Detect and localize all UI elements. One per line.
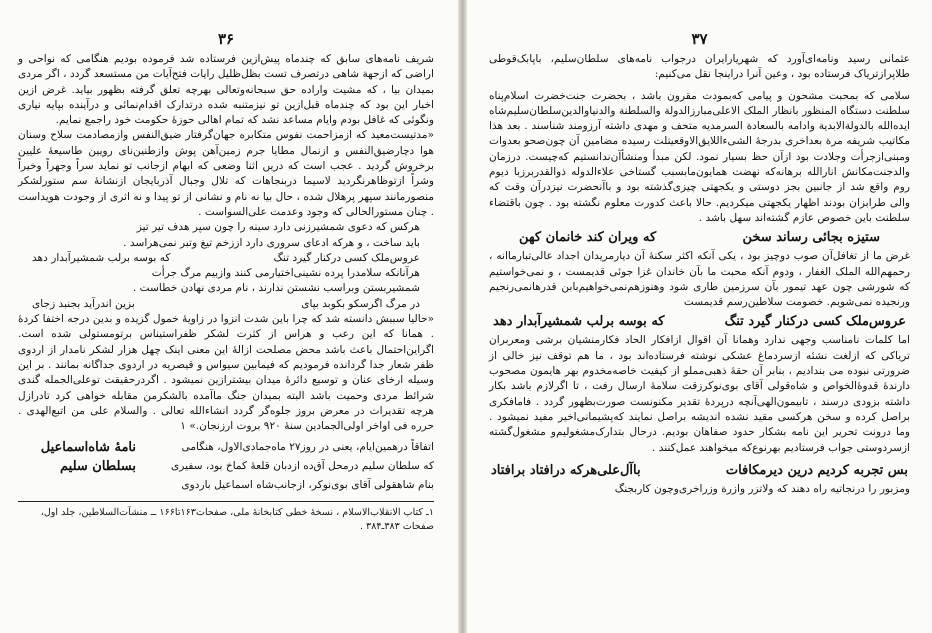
- paragraph: غرض ما از تغافل‌آن صوب دوچیز بود ، یکی آنکه اکثر سکنهٔ آن دیارمریدان اجداد عالی‌تبارماانه ، رحمهم‌الله الملک الغفار ، ودوم آنکه محبت ما بآن خاندان غزا جوئی قدیمست ، و نمی‌خواستیم که شورشی چون عهد تیمور بآن سرزمین طاری شود وهنوزهم‌نمی‌خواهیم‌بابن قدرهانمی‌رنجیم ورنجیده نمی‌شویم. خصومت سلاطین‌رسم قدیمست: [489, 250, 910, 309]
- paragraph: «مدتیست‌معید که ازمزاحمت نفوس متکابره جهان‌گرفتار ضیق‌النفس وازمصادمت سلاح وسنان هوا دچارضیق‌النفس و ازنمال مطایا جرم زمین‌آهن پوش وازطنین‌نای رویین طاسیعهٔ علیین برخروش گردید . عجب است که دریں اثنا وضعی که ابهام ازجانب تو نماید سراً وجهراً وخیراً وشراً ازتوظاهرنگردید لاسیما دربنجاهات که تلال وجبال آذربایجان ازنشانهٔ سم ستورلشکر منصورمانند سپهر پرهلال شده ، حال بیا نه نام و نشانی از تو پیدا و نه اثری از وجودت هویداست . چنان مستورالحالی که وجود وعدمت علی‌السواست .: [18, 129, 434, 218]
- verse-right-hemistich: عروس‌ملک کسی درکنار گیرد تنگ: [273, 251, 420, 264]
- verse-text: شمشیربستن وبراسب نشستن ندارند ، نام مردی نهادن خطاست .: [132, 282, 420, 295]
- verse-right-hemistich: بس تجربه کردیم درین دیرمکافات: [725, 462, 908, 478]
- page-number: ۳۶: [217, 30, 235, 48]
- verse-text: هرکس که دعوی شمشیرزنی دارد سینه را چون سپر هدف تیر تیز: [136, 221, 420, 234]
- verse-left-hemistich: که بوسه برلب شمشیرآبدار دهد: [32, 251, 171, 264]
- verse-heading: [489, 229, 910, 247]
- verse-text: باید ساخت ، و هرکه ادعای سروری دارد اززخم تیغ وتبر نمی‌هراسد .: [123, 236, 420, 249]
- letter-line: که سلطان سلیم درمحل آق‌ده ازدبان قلعهٔ کماخ بود، سفیری: [171, 460, 434, 473]
- verse-line: [18, 236, 434, 251]
- paragraph: سلامی که بمحبت مشحون و پیامی که‌بمودت مقرون باشد ، بحضرت جنت‌خضرت اسلام‌پناه سلطنت دستگاه المنظور بانظار الملک الاعلی‌مبارزالدولة والسلطنة والدنیاوالدین‌سلطان‌سلیم‌شاه ایده‌الله بالدولة‌الابدیة وادامه بالسعادة السرمدیه متحف و مهدی داشته آرزومند شناسند . بعد هذا مکاتیب شریفه مرة بعداخری بدرجهٔ الشیء‌اللایق‌الاوقعیتلت رسیده مضامین آن چون‌صحو بعدوات ومبنی‌ازجرأت وجلادت بود ازآن حظ بسیار نمود. لکن مبدأ ومنشأآن‌ندانستیم که‌چیست. درزمان والدجنت‌مکانش انارالله برهانه‌که نهضت همایون‌ما‌بسبب گستاخی علاءالدوله ذوالقدربرزبا دیوم روم واقع شد از جانبین بجز دوستی و یکجهتی چیزی‌گذشته بود و باآنحضرت نیزدرآن وقت که والی طرابزان بودند اظهار یکجهتی میکردیم. حالا باعث کدورت معلوم نگشته بود . چون باقتضاء سلطنت باین خصوص عازم گشته‌اند سهل باشد .: [489, 89, 910, 224]
- verse-text: هرآنانکه سلامدرا پرده نشینی‌اختیارمی کنند وازبیم مرگ جرأت: [151, 267, 420, 280]
- verse-line: [18, 281, 434, 296]
- letter-intro: [136, 438, 434, 495]
- verse-left-hemistich: که بوسه برلب شمشیرآبدار دهد: [493, 314, 665, 330]
- paragraph: عثمانی رسید ونامه‌ای‌آورد که شهریارایران درجواب نامه‌های سلطان‌سلیم، باپابک‌قوطی طلاپرازتریاک فرستاده بود ، وعین آنرا دراینجا نقل می‌کنیم:: [489, 53, 910, 81]
- letter-title: [18, 438, 136, 495]
- verse-heading: [489, 462, 910, 480]
- footnote-divider: [18, 501, 434, 502]
- verse-line: [18, 266, 434, 281]
- paragraph: ومزبور را درنجاتیه راه دهند که ولاتزر وازرة وزراخری‌وچون کاربجنگ: [614, 482, 910, 495]
- letter-title-line: نامهٔ شاه‌اسماعیل: [40, 440, 136, 456]
- paragraph: «حالیا سببش دانسته شد که چرا باین شدت انزوا در زاویهٔ خمول گزیده و بدین درجه اختفا کردهٔ . همانا که این رعب و هراس از کثرت لشکر ظفراستیناس برتومستولی شده است. اگراین‌احتمال باعث باشد محض مصلحت ازالهٔ این معنی اینک چهل هزار لشکر نامدار از اردوی ظفر شعار جدا گردانده فرمودیم که فیمابین سیواس و قیصریه در اردوی جداگانه بمانند . بر این وسیله ارخای عنان و توسیع دائرهٔ میدان بیشترازین نمیشود . اگردرحقیقت توعلی‌الجمله گندی شرائط مردی وحمیت باشد البته بمیدان جنگ ماآمده بالشکرمن مقابله خواهی کرد تادرازل هرچه تقدیرات در معرض بروز جلوه‌گر گردد انشاءالله تعالی . والسلام علی من اتبع‌الهدی . حرره فی اواخر اولی‌الجمادین سنهٔ ۹۲۰ بروت ارزنجان.» ۱: [18, 313, 434, 433]
- letter-title-line: بسلطان سلیم: [60, 459, 136, 475]
- verse-line: [18, 251, 434, 266]
- right-page: [467, 0, 932, 633]
- verse-left-hemistich: بزین اندرآید بجنبد زجای: [32, 297, 135, 310]
- verse-line: [18, 297, 434, 312]
- verse-left-hemistich: باآل‌علی‌هرکه درافتاد برافتاد: [491, 462, 641, 478]
- footnote: ۱ـ کتاب الانقلاب‌الاسلام ، نسخهٔ خطی کتابخانهٔ ملی، صفحات۱۶۳تا۱۶۶ ــ منشآت‌السلاطین، جلد اول، صفحات ۳۸۳ـ۳۸۴ .: [40, 507, 434, 533]
- verse-line: [18, 220, 434, 235]
- paragraph: اما کلمات نامناسب وجهی ندارد وهمانا آن اقوال ازافکار الحاد فکارمنشیان برشی ومعربران تریاکی که ازلغت نشئه ازسردماغ عشکی نوشته فرستاده‌اند بود ، ما هم توقف نیز خالی از ضرورتی نبوده می بندادیم ، بنابر آن حقهٔ ذهبی‌مملو از کیفیت خاصه‌مخدوم بهر هایمون مصحوب دارندهٔ قدوهٔ‌الخواص و شاه‌قولی آقای بوی‌نوکرزقت سلامهٔ ارسال رفت ، تا اگرلازم باشد بکار داشته بزودی درسند ، تابیمون‌الهی‌آنچه درپردهٔ تقدیر مکنونست صورت‌بظهور گردد . فامافکری براصل کرده و سخن هرکسی مقید نشده اندیشه براصل نمایند که‌پشیمانی‌اخیر مفید نمیشود . وما درونت تحریر این نامه بشکار حدود صفاهان بودیم. درحال بتدارک‌مشغولیم‌و مشغول‌گشته ازسردوستی جواب فرستادیم بهرنوع‌که میخواهند عمل‌کنند .: [489, 334, 910, 454]
- page-number: ۳۷: [691, 30, 708, 48]
- verse-right-hemistich: عروس‌ملک کسی درکنار گیرد تنگ: [724, 314, 906, 330]
- paragraph: شریف نامه‌های سابق که چندماه پیش‌ازین فرستاده شد فرموده بودیم هنگامی که نواحی و اراضی که ازجهة شاهی درتصرف تست بظل‌ظلیل رایات فتح‌آیات من مستسعد گردد ، اگر مردی بمیدان بیا ، که مشیت واراده حق سبحانه‌وتعالی بهرچه تعلق گرفته بظهور بیاید. غرض ازین اخبار این بود که چندماه قبل‌ازین تو نیزمتنبه شده درتدارک اقدام‌نمائی و درآینده بپایه نیاری ونگوئی که غافل بودم وایام مساعد نشد که تمام اهالی حوزهٔ حکومت خود راجمع نمایم.: [18, 53, 434, 127]
- letter-line: اتفاقاً درهمین‌ایام‌، یعنی در روز۲۷ ماه‌جمادی‌الاول، هنگامی: [181, 441, 434, 454]
- left-page: [0, 0, 458, 633]
- verse-heading: [489, 313, 910, 331]
- letter-line: بنام شاهقولی آقای بوی‌نوکر، ازجانب‌شاه اسماعیل باردوی: [181, 479, 434, 492]
- verse-left-hemistich: که ویران کند خانمان کهن: [519, 230, 657, 246]
- verse-right-hemistich: ستیزه بجائی رساند سخن: [742, 230, 880, 246]
- verse-right-hemistich: در مرگ اگرسکو بکوبد بپای: [301, 297, 420, 310]
- book-gutter: [458, 0, 467, 633]
- letter-section: [18, 438, 434, 495]
